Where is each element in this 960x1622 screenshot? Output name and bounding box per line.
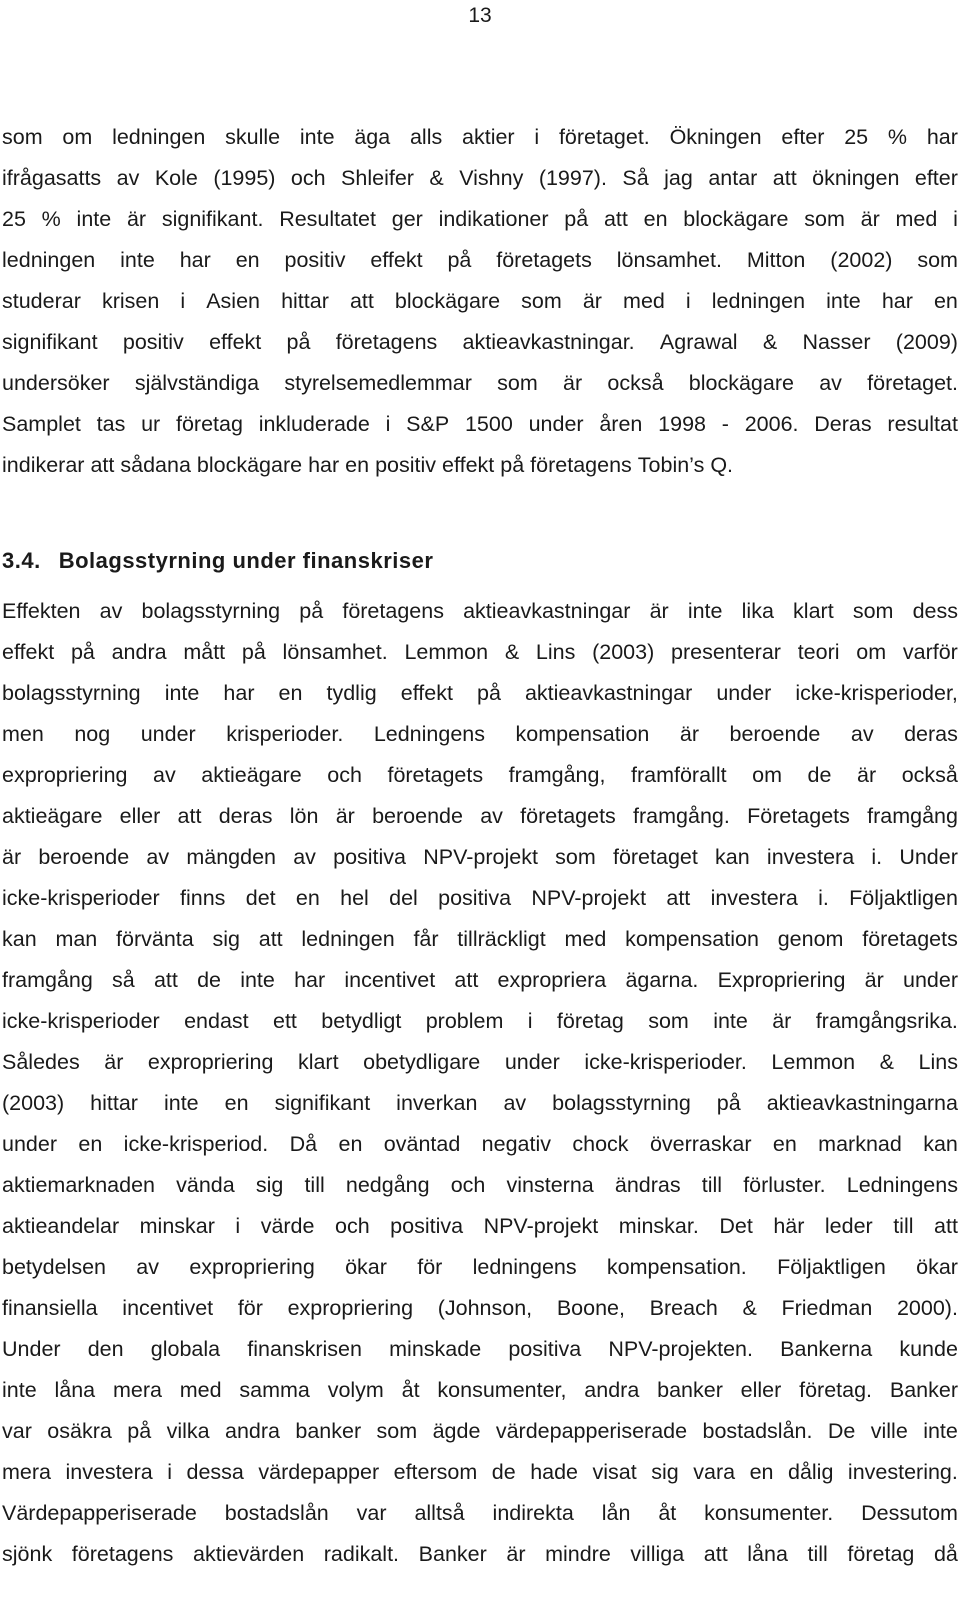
text-line: men nog under krisperioder. Ledningens kompensation är beroende av deras: [2, 722, 958, 746]
text-line: Samplet tas ur företag inkluderade i S&P 1500 under åren 1998 - 2006. Deras resultat: [2, 412, 958, 436]
text-line: Således är expropriering klart obetydligare under icke-krisperioder. Lemmon & Lins: [2, 1050, 958, 1074]
text-line: aktiemarknaden vända sig till nedgång och vinsterna ändras till förluster. Ledningens: [2, 1173, 958, 1197]
text-line: Under den globala finanskrisen minskade positiva NPV-projekten. Bankerna kunde: [2, 1337, 958, 1361]
text-line: bolagsstyrning inte har en tydlig effekt på aktieavkastningar under icke-krisperioder,: [2, 681, 958, 705]
section-title: Bolagsstyrning under finanskriser: [58, 548, 434, 573]
text-line: under en icke-krisperiod. Då en oväntad negativ chock överraskar en marknad kan: [2, 1132, 958, 1156]
text-line: framgång så att de inte har incentivet att expropriera ägarna. Expropriering är under: [2, 968, 958, 992]
text-line: ledningen inte har en positiv effekt på företagets lönsamhet. Mitton (2002) som: [2, 248, 958, 272]
text-line: sjönk företagens aktievärden radikalt. Banker är mindre villiga att låna till företag då: [2, 1542, 958, 1566]
text-line: är beroende av mängden av positiva NPV-projekt som företaget kan investera i. Under: [2, 845, 958, 869]
text-line: Effekten av bolagsstyrning på företagens aktieavkastningar är inte lika klart som dess: [2, 599, 958, 623]
paragraph-1: [0, 117, 960, 486]
text-line: indikerar att sådana blockägare har en positiv effekt på företagens Tobin’s Q.: [2, 453, 734, 477]
section-heading: [2, 541, 433, 581]
page-number: 13: [468, 4, 492, 27]
text-line: som om ledningen skulle inte äga alls aktier i företaget. Ökningen efter 25 % har: [2, 125, 958, 149]
text-line: 25 % inte är signifikant. Resultatet ger indikationer på att en blockägare som är med i: [2, 207, 958, 231]
text-line: aktieandelar minskar i värde och positiva NPV-projekt minskar. Det här leder till att: [2, 1214, 958, 1238]
paragraph-2: [0, 591, 960, 1575]
text-line: betydelsen av expropriering ökar för ledningens kompensation. Följaktligen ökar: [2, 1255, 958, 1279]
text-line: kan man förvänta sig att ledningen får tillräckligt med kompensation genom företagets: [2, 927, 958, 951]
text-line: var osäkra på vilka andra banker som ägde värdepapperiserade bostadslån. De ville inte: [2, 1419, 958, 1443]
text-line: finansiella incentivet för expropriering (Johnson, Boone, Breach & Friedman 2000).: [2, 1296, 958, 1320]
text-line: (2003) hittar inte en signifikant inverkan av bolagsstyrning på aktieavkastningarna: [2, 1091, 958, 1115]
text-line: ifrågasatts av Kole (1995) och Shleifer & Vishny (1997). Så jag antar att ökningen efter: [2, 166, 958, 190]
text-line: icke-krisperioder finns det en hel del positiva NPV-projekt att investera i. Följaktligen: [2, 886, 958, 910]
text-line: Värdepapperiserade bostadslån var alltså indirekta lån åt konsumenter. Dessutom: [2, 1501, 958, 1525]
text-line: undersöker självständiga styrelsemedlemmar som är också blockägare av företaget.: [2, 371, 958, 395]
text-line: icke-krisperioder endast ett betydligt problem i företag som inte är framgångsrika.: [2, 1009, 958, 1033]
text-line: aktieägare eller att deras lön är beroende av företagets framgång. Företagets framgång: [2, 804, 958, 828]
text-line: studerar krisen i Asien hittar att blockägare som är med i ledningen inte har en: [2, 289, 958, 313]
text-line: inte låna mera med samma volym åt konsumenter, andra banker eller företag. Banker: [2, 1378, 958, 1402]
text-line: signifikant positiv effekt på företagens aktieavkastningar. Agrawal & Nasser (2009): [2, 330, 958, 354]
text-line: effekt på andra mått på lönsamhet. Lemmon & Lins (2003) presenterar teori om varför: [2, 640, 958, 664]
section-number: 3.4.: [2, 548, 41, 573]
text-line: expropriering av aktieägare och företagets framgång, framförallt om de är också: [2, 763, 958, 787]
text-line: mera investera i dessa värdepapper eftersom de hade visat sig vara en dålig investering.: [2, 1460, 958, 1484]
